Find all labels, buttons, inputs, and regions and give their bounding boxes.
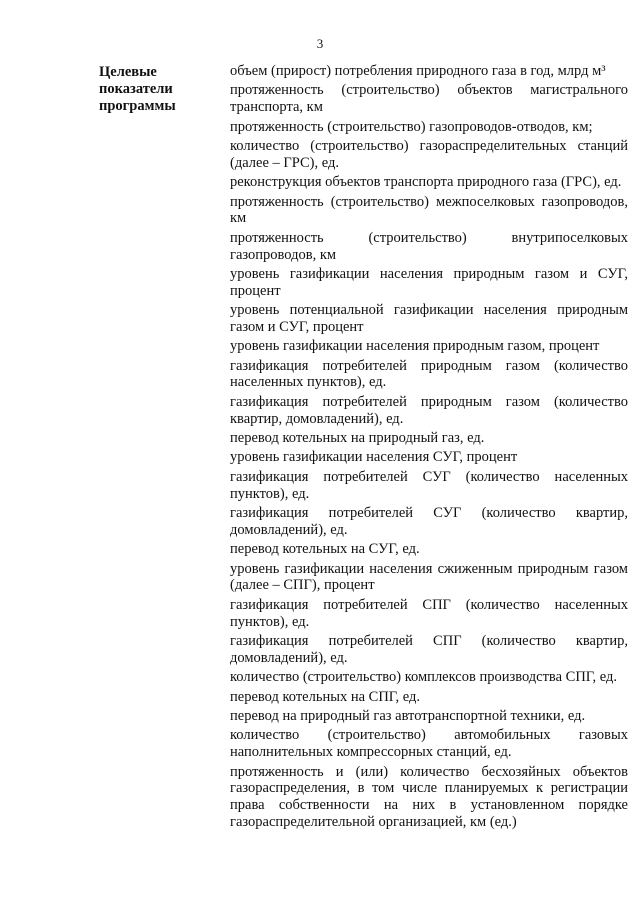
- target-indicators-list: [230, 63, 628, 833]
- indicator-item: объем (прирост) потребления природного газа в год, млрд м³: [230, 63, 606, 79]
- indicator-item: протяженность (строительство) внутрипоселковых газопроводов, км: [230, 229, 628, 263]
- indicator-item: перевод на природный газ автотранспортной техники, ед.: [230, 707, 586, 724]
- indicator-item: количество (строительство) газораспределительных станций (далее – ГРС), ед.: [230, 137, 628, 171]
- indicator-item: газификация потребителей СУГ (количество населенных пунктов), ед.: [230, 468, 628, 502]
- indicator-item: протяженность (строительство) газопроводов-отводов, км;: [230, 118, 593, 135]
- indicator-item: протяженность (строительство) объектов магистрального транспорта, км: [230, 82, 628, 116]
- section-label: Целевые показатели программы: [99, 64, 176, 114]
- indicator-item: газификация потребителей СПГ (количество населенных пунктов), ед.: [230, 596, 628, 630]
- indicator-item: протяженность (строительство) межпоселковых газопроводов, км: [230, 193, 628, 227]
- indicator-item: газификация потребителей СУГ (количество квартир, домовладений), ед.: [230, 505, 628, 538]
- indicator-item: газификация потребителей СПГ (количество квартир, домовладений), ед.: [230, 632, 628, 666]
- indicator-item: уровень газификации населения сжиженным природным газом (далее – СПГ), процент: [230, 560, 628, 594]
- indicator-item: газификация потребителей природным газом (количество квартир, домовладений), ед.: [230, 393, 628, 427]
- indicator-item: протяженность и (или) количество бесхозяйных объектов газораспределения, в том числе планируемых к регистрации права собственности на них в установленном порядке газораспределительной организацией, км (ед.): [230, 763, 628, 830]
- indicator-item: количество (строительство) автомобильных газовых наполнительных компрессорных станций, ед.: [230, 727, 628, 761]
- indicator-item: перевод котельных на СПГ, ед.: [230, 688, 421, 705]
- indicator-item: реконструкция объектов транспорта природного газа (ГРС), ед.: [230, 174, 622, 191]
- indicator-item: перевод котельных на СУГ, ед.: [230, 541, 420, 558]
- indicator-item: уровень газификации населения природным газом, процент: [230, 338, 600, 355]
- indicator-item: перевод котельных на природный газ, ед.: [230, 430, 485, 447]
- page-number: 3: [316, 36, 324, 51]
- indicator-item: уровень потенциальной газификации населения природным газом и СУГ, процент: [230, 302, 628, 335]
- indicator-item: количество (строительство) комплексов производства СПГ, ед.: [230, 669, 618, 686]
- indicator-item: уровень газификации населения СУГ, процент: [230, 449, 518, 466]
- indicator-item: уровень газификации населения природным газом и СУГ, процент: [230, 265, 628, 299]
- indicator-item: газификация потребителей природным газом (количество населенных пунктов), ед.: [230, 357, 628, 391]
- scan-margin-mark: [8, 404, 9, 405]
